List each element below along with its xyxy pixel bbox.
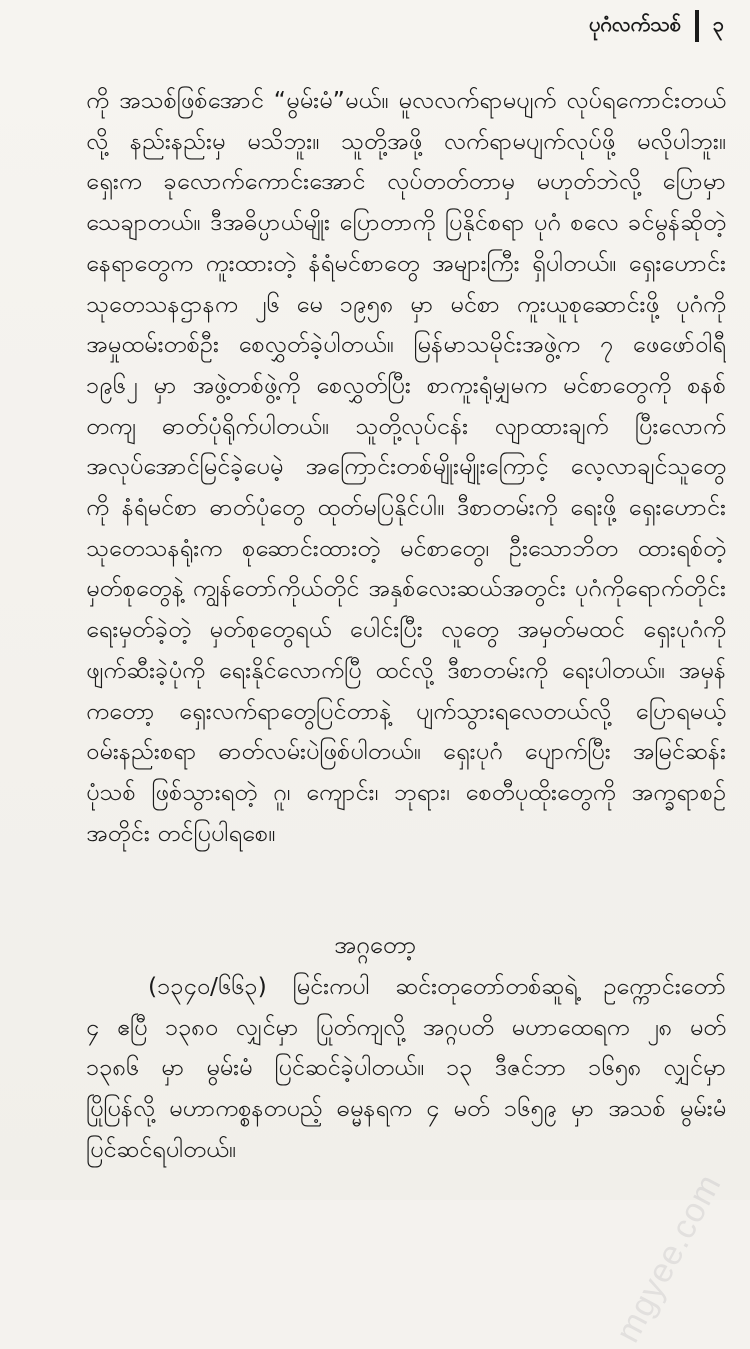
running-title: ပုဂံလက်သစ် [589,12,681,36]
text-line: ဖျက်ဆီးခဲ့ပုံကို ရေးနိုင်လောက်ပြီ ထင်လို့ ဒီစာတမ်းကို ရေးပါတယ်။ အမှန် [86,655,726,684]
text-line: ရေးမှတ်ခဲ့တဲ့ မှတ်စုတွေရယ် ပေါင်းပြီး လူတွေ အမှတ်မထင် ရှေးပုဂံကို [86,615,726,644]
section-heading: အဂ္ဂတော့ [333,931,416,959]
text-line: ၁၉၆၂ မှာ အဖွဲ့တစ်ဖွဲ့ကို စေလွှတ်ပြီး စာကူးရုံမျှမက မင်စာတွေကို စနစ် [86,370,726,399]
text-line: ကို နံရံမင်စာ ဓာတ်ပုံတွေ ထုတ်မပြနိုင်ပါ။ ဒီစာတမ်းကို ရေးဖို့ ရှေးဟောင်း [86,493,726,522]
text-line: မှတ်စုတွေနဲ့ ကျွန်တော်ကိုယ်တိုင် အနှစ်လေးဆယ်အတွင်း ပုဂံကိုရောက်တိုင်း [86,574,726,603]
text-line: အလုပ်အောင်မြင်ခဲ့ပေမဲ့ အကြောင်းတစ်မျိုးမျိုးကြောင့် လေ့လာချင်သူတွေ [86,452,726,481]
text-line: ကို အသစ်ဖြစ်အောင် “မွမ်းမံ”မယ်။ မူလလက်ရာမပျက် လုပ်ရကောင်းတယ် [86,86,726,114]
page-number: ၃ [712,12,724,36]
text-line: ပြင်ဆင်ရပါတယ်။ [86,1134,236,1163]
running-header [589,10,724,42]
text-line: ပုံသစ် ဖြစ်သွားရတဲ့ ဂူ၊ ကျောင်း၊ ဘုရား၊ စေတီပုထိုးတွေကို အက္ခရာစဉ် [86,777,726,806]
text-line: ဝမ်းနည်းစရာ ဓာတ်လမ်းပဲဖြစ်ပါတယ်။ ရှေးပုဂံ ပျောက်ပြီး အမြင်ဆန်း [86,737,726,766]
text-line: ၁၃၈၆ မှာ မွမ်းမံ ပြင်ဆင်ခဲ့ပါတယ်။ ၁၃ ဒီဇင်ဘာ ၁၆၅၈ လျှင်မှာ [86,1053,726,1082]
watermark: mgyee.com [608,1167,730,1349]
text-line: ကတော့ ရှေးလက်ရာတွေပြင်တာနဲ့ ပျက်သွားရလေတယ်လို့ ပြောရမယ့် [86,696,726,725]
text-line: အတိုင်း တင်ပြပါရစေ။ [86,818,276,847]
paragraph-1 [86,80,726,853]
text-line: အမှုထမ်းတစ်ဦး စေလွှတ်ခဲ့ပါတယ်။ မြန်မာသမိုင်းအဖွဲ့က ၇ ဖေဖော်ဝါရီ [86,330,726,359]
text-line: သုတေသနဌာနက ၂၆ မေ ၁၉၅၈ မှာ မင်စာ ကူးယူစုဆောင်းဖို့ ပုဂံကို [86,289,726,318]
text-line: (၁၃၄၀/၆၆၃) မြင်းကပါ ဆင်းတုတော်တစ်ဆူရဲ့ ဥက္ကောင်းတော် [148,972,726,1000]
text-line: လို့ နည်းနည်းမှ မသိဘူး။ သူတို့အဖို့ လက်ရာမပျက်လုပ်ဖို့ မလိုပါဘူး။ [86,126,726,155]
text-line: ပြိုပြန်လို့ မဟာကစ္စနတပည့် ဓမ္မနရက ၄ မတ် ၁၆၅၉ မှာ အသစ် မွမ်းမံ [86,1094,726,1123]
text-line: ၄ ဧပြီ ၁၃၈၀ လျှင်မှာ ပြုတ်ကျလို့ အဂ္ဂပတိ မဟာထေရက ၂၈ မတ် [86,1012,726,1041]
text-line: ရှေးက ခုလောက်ကောင်းအောင် လုပ်တတ်တာမှ မဟုတ်ဘဲလို့ ပြောမှာ [86,167,726,196]
text-line: တကျ ဓာတ်ပုံရိုက်ပါတယ်။ သူတို့လုပ်ငန်း လျာထားချက် ပြီးလောက် [86,411,726,440]
text-line: နေရာတွေက ကူးထားတဲ့ နံရံမင်စာတွေ အများကြီး ရှိပါတယ်။ ရှေးဟောင်း [86,248,726,277]
text-line: သုတေသနရုံးက စုဆောင်းထားတဲ့ မင်စာတွေ၊ ဦးသောဘိတ ထားရစ်တဲ့ [86,533,726,562]
text-line: သေချာတယ်။ ဒီအဓိပ္ပာယ်မျိုး ပြောတာကို ပြနိုင်စရာ ပုဂံ စလေ ခင်မွန်ဆိုတဲ့ [86,208,726,237]
section-paragraph [86,966,726,1170]
header-divider [695,10,699,42]
